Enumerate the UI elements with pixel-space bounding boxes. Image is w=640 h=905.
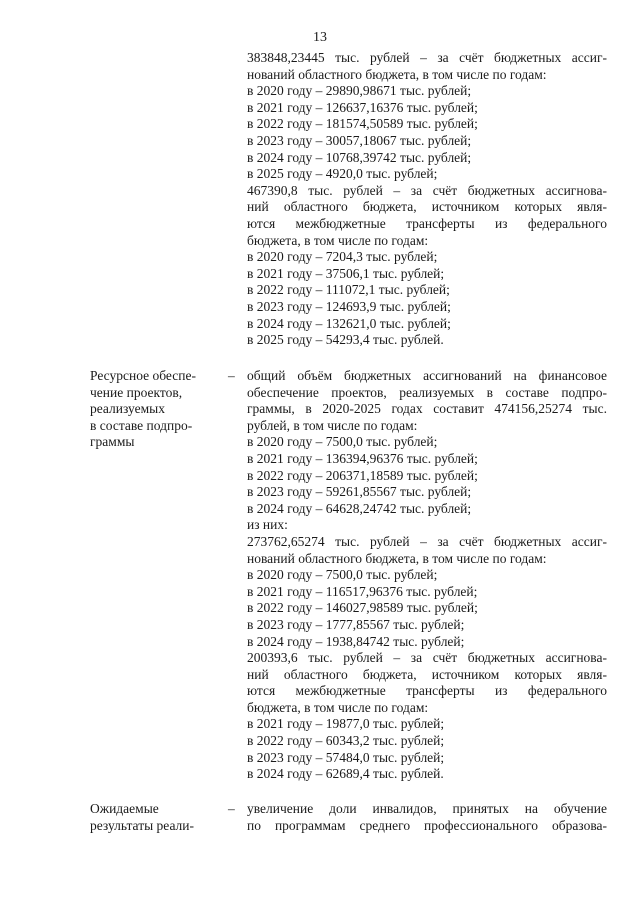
dash-separator: – [228,368,235,383]
text-line: в 2021 году – 126637,16376 тыс. рублей; [247,99,478,115]
text-line: в 2020 году – 7500,0 тыс. рублей; [247,434,438,450]
label-line: Ресурсное обеспе- [90,368,196,383]
text-line: в 2020 году – 29890,98671 тыс. рублей; [247,83,472,99]
section-label [90,801,218,834]
text-line: в 2021 году – 37506,1 тыс. рублей; [247,265,445,281]
text-line: в 2024 году – 132621,0 тыс. рублей; [247,315,451,331]
text-line: обеспечение проектов, реализуемых в составе подпро- [247,384,607,400]
text-line: ются межбюджетные трансферты из федерального [247,683,607,699]
section-content [247,50,607,349]
text-line: в 2022 году – 111072,1 тыс. рублей; [247,282,450,298]
text-line: граммы, в 2020-2025 годах составит 474156,25274 тыс. [247,401,607,417]
label-line: граммы [90,434,135,450]
text-line: в 2020 году – 7500,0 тыс. рублей; [247,567,438,583]
text-line: ются межбюджетные трансферты из федерального [247,215,607,231]
text-line: из них: [247,517,288,533]
label-line: в составе подпро- [90,417,193,433]
text-line: в 2020 году – 7204,3 тыс. рублей; [247,249,438,265]
text-line: в 2023 году – 59261,85567 тыс. рублей; [247,484,472,500]
text-line: в 2022 году – 146027,98589 тыс. рублей; [247,600,478,616]
text-line: бюджета, в том числе по годам: [247,232,429,248]
text-line: увеличение доли инвалидов, принятых на обучение [247,801,607,816]
text-line: в 2024 году – 64628,24742 тыс. рублей; [247,500,472,516]
text-line: в 2021 году – 136394,96376 тыс. рублей; [247,450,478,466]
text-line: 383848,23445 тыс. рублей – за счёт бюджетных ассиг- [247,50,607,65]
text-line: 467390,8 тыс. рублей – за счёт бюджетных ассигнова- [247,182,607,198]
label-line: Ожидаемые [90,801,159,816]
text-line: по программам среднего профессионального образова- [247,817,607,833]
text-line: в 2023 году – 30057,18067 тыс. рублей; [247,132,472,148]
text-line: 273762,65274 тыс. рублей – за счёт бюджетных ассиг- [247,533,607,549]
text-line: в 2023 году – 57484,0 тыс. рублей; [247,749,445,765]
text-line: в 2023 году – 1777,85567 тыс. рублей; [247,616,465,632]
text-line: в 2022 году – 60343,2 тыс. рублей; [247,733,445,749]
text-line: общий объём бюджетных ассигнований на финансовое [247,368,607,383]
text-line: в 2025 году – 4920,0 тыс. рублей; [247,166,438,182]
text-line: нований областного бюджета, в том числе по годам: [247,66,547,82]
text-line: бюджета, в том числе по годам: [247,699,429,715]
text-line: ний областного бюджета, источником которых явля- [247,199,607,215]
text-line: в 2022 году – 181574,50589 тыс. рублей; [247,116,478,132]
text-line: 200393,6 тыс. рублей – за счёт бюджетных ассигнова- [247,650,607,666]
label-line: результаты реали- [90,817,195,833]
section-content [247,368,607,783]
section-content [247,801,607,834]
text-line: в 2022 году – 206371,18589 тыс. рублей; [247,467,478,483]
text-line: в 2021 году – 116517,96376 тыс. рублей; [247,583,478,599]
dash-separator: – [228,801,235,816]
section-label [90,368,218,451]
label-line: чение проектов, [90,384,183,400]
text-line: в 2024 году – 62689,4 тыс. рублей. [247,766,444,782]
text-line: в 2024 году – 1938,84742 тыс. рублей; [247,633,465,649]
text-line: рублей, в том числе по годам: [247,417,418,433]
text-line: в 2025 году – 54293,4 тыс. рублей. [247,332,444,348]
text-line: нований областного бюджета, в том числе по годам: [247,550,547,566]
text-line: в 2024 году – 10768,39742 тыс. рублей; [247,149,472,165]
text-line: ний областного бюджета, источником которых явля- [247,666,607,682]
page-number: 13 [313,30,327,45]
text-line: в 2021 году – 19877,0 тыс. рублей; [247,716,445,732]
text-line: в 2023 году – 124693,9 тыс. рублей; [247,298,451,314]
label-line: реализуемых [90,401,165,417]
